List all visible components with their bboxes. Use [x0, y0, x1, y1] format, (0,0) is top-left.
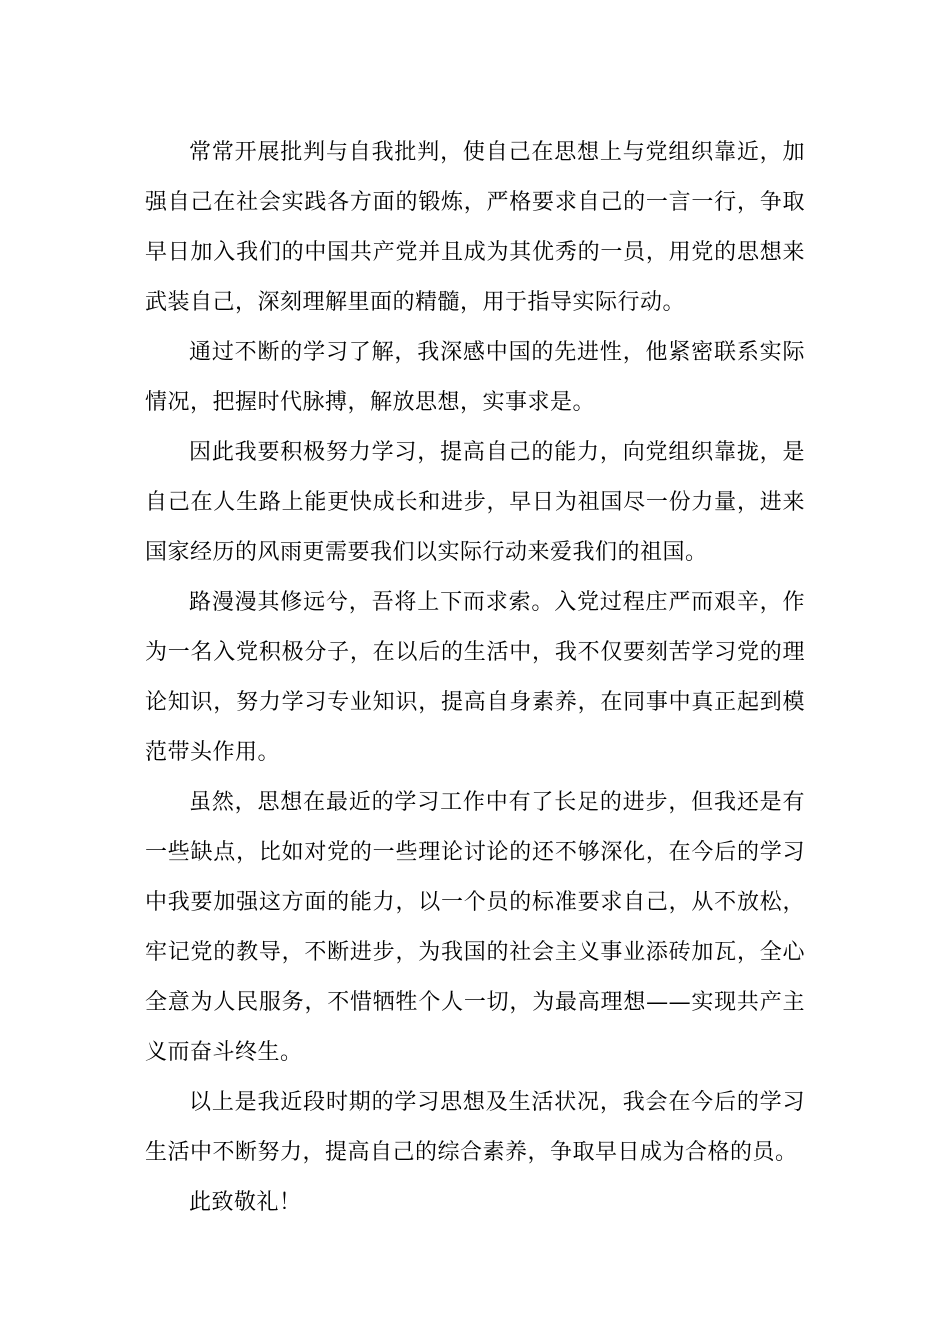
- paragraph-2: 通过不断的学习了解，我深感中国的先进性，他紧密联系实际情况，把握时代脉搏，解放思想，实事求是。: [145, 340, 805, 415]
- paragraph-5: 虽然，思想在最近的学习工作中有了长足的进步，但我还是有一些缺点，比如对党的一些理论讨论的还不够深化，在今后的学习中我要加强这方面的能力，以一个员的标准要求自己，从不放松，牢记党的教导，不断进步，为我国的社会主义事业添砖加瓦，全心全意为人民服务，不惜牺牲个人一切，为最高理想——实现共产主义而奋斗终生。: [145, 790, 805, 1065]
- paragraph-1: 常常开展批判与自我批判，使自己在思想上与党组织靠近，加强自己在社会实践各方面的锻炼，严格要求自己的一言一行，争取早日加入我们的中国共产党并且成为其优秀的一员，用党的思想来武装自己，深刻理解里面的精髓，用于指导实际行动。: [145, 140, 805, 315]
- paragraph-6: 以上是我近段时期的学习思想及生活状况，我会在今后的学习生活中不断努力，提高自己的综合素养，争取早日成为合格的员。: [145, 1090, 805, 1165]
- paragraph-3: 因此我要积极努力学习，提高自己的能力，向党组织靠拢，是自己在人生路上能更快成长和进步，早日为祖国尽一份力量，进来国家经历的风雨更需要我们以实际行动来爱我们的祖国。: [145, 440, 805, 565]
- closing-salutation: 此致敬礼！: [189, 1190, 302, 1215]
- document-body: [145, 128, 805, 1228]
- paragraph-4: 路漫漫其修远兮，吾将上下而求索。入党过程庄严而艰辛，作为一名入党积极分子，在以后的生活中，我不仅要刻苦学习党的理论知识，努力学习专业知识，提高自身素养，在同事中真正起到模范带头作用。: [145, 590, 805, 765]
